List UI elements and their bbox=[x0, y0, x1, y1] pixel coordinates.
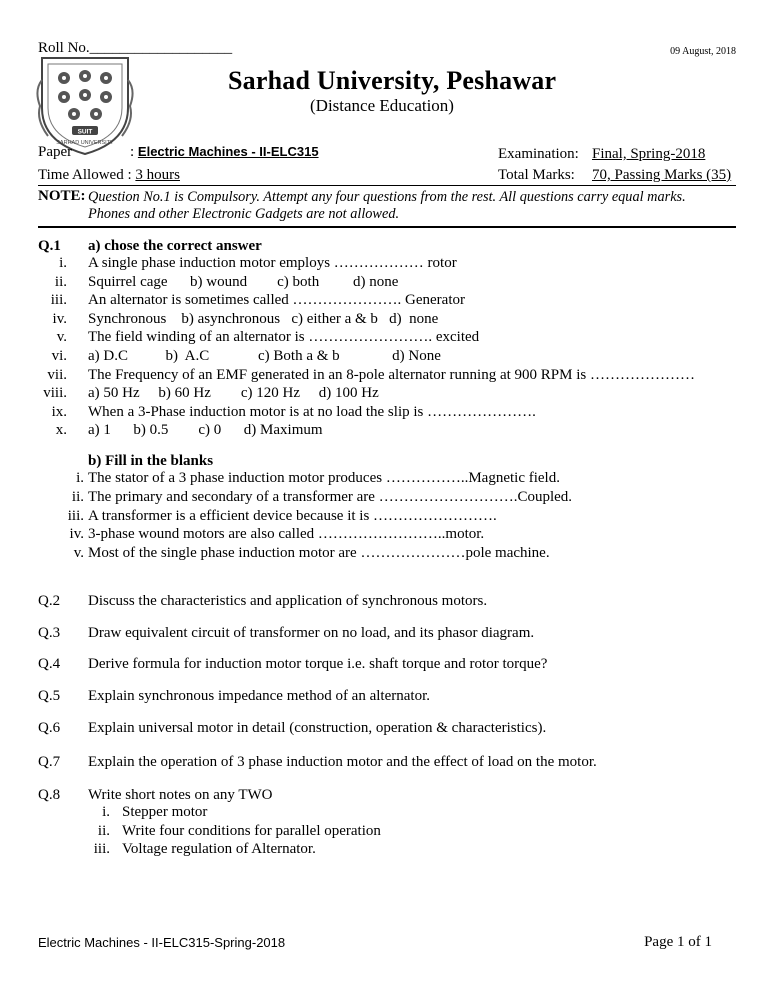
part-a-item-text: a) D.C b) A.C c) Both a & b d) None bbox=[88, 348, 441, 364]
q8-item-text: Voltage regulation of Alternator. bbox=[122, 841, 316, 858]
header-divider bbox=[38, 185, 736, 186]
part-a-item-number: v. bbox=[56, 329, 67, 346]
page-number: Page 1 of 1 bbox=[644, 934, 712, 950]
question-number: Q.6 bbox=[38, 720, 61, 736]
question-text: Explain synchronous impedance method of an alternator. bbox=[88, 688, 430, 704]
question-text: Write short notes on any TWO bbox=[88, 787, 273, 803]
paper-label: Paper bbox=[38, 144, 73, 160]
part-b-item-text: Most of the single phase induction motor are …………………pole machine. bbox=[88, 545, 550, 562]
question-number: Q.3 bbox=[38, 625, 61, 641]
part-a-item-number: viii. bbox=[43, 385, 67, 402]
footer-course: Electric Machines - II-ELC315-Spring-2018 bbox=[38, 935, 286, 950]
part-a-item-number: i. bbox=[59, 255, 67, 271]
paper-title: Electric Machines - II-ELC315 bbox=[137, 144, 319, 159]
time-allowed-label: Time Allowed : bbox=[38, 167, 132, 183]
part-a-item-number: iv. bbox=[52, 310, 67, 327]
examination-value: Final, Spring-2018 bbox=[592, 146, 706, 162]
total-marks-value: 70, Passing Marks (35) bbox=[592, 167, 732, 183]
part-a-item-number: iii. bbox=[50, 292, 67, 309]
exam-date: 09 August, 2018 bbox=[670, 46, 736, 57]
question-number: Q.2 bbox=[38, 593, 61, 609]
svg-text:SARHAD UNIVERSITY: SARHAD UNIVERSITY bbox=[56, 140, 114, 146]
q8-item-text: Write four conditions for parallel operation bbox=[122, 822, 381, 839]
question-number: Q.4 bbox=[38, 656, 61, 672]
total-marks-label: Total Marks: bbox=[498, 167, 575, 183]
question-text: Draw equivalent circuit of transformer on no load, and its phasor diagram. bbox=[88, 625, 535, 641]
part-a-item-number: vi. bbox=[51, 348, 67, 364]
part-b-item-number: iii. bbox=[67, 507, 84, 524]
part-a-item-text: a) 50 Hz b) 60 Hz c) 120 Hz d) 100 Hz bbox=[88, 385, 379, 402]
part-a-item-text: A single phase induction motor employs ……………… rotor bbox=[88, 255, 457, 271]
part-b-item-number: v. bbox=[73, 545, 84, 562]
q8-item-number: ii. bbox=[97, 822, 110, 839]
q8-item-number: iii. bbox=[93, 841, 110, 858]
part-a-item-text: Squirrel cage b) wound c) both d) none bbox=[88, 273, 399, 290]
university-name: Sarhad University, Peshawar bbox=[228, 66, 557, 95]
department-subtitle: (Distance Education) bbox=[310, 96, 454, 115]
question-number: Q.5 bbox=[38, 688, 61, 704]
note-line-1: Question No.1 is Compulsory. Attempt any four questions from the rest. All questions carry equal marks. bbox=[88, 189, 686, 205]
part-a-item-number: vii. bbox=[47, 366, 67, 383]
paper-prefix: : Electric Machines - II-ELC315 bbox=[130, 144, 319, 160]
part-b-item-text: The primary and secondary of a transformer are ……………………….Coupled. bbox=[88, 488, 573, 505]
question-text: Explain universal motor in detail (construction, operation & characteristics). bbox=[88, 720, 547, 736]
part-a-item-text: When a 3-Phase induction motor is at no load the slip is …………………. bbox=[88, 403, 536, 420]
part-b-item-number: iv. bbox=[69, 526, 84, 543]
question-text: Derive formula for induction motor torque i.e. shaft torque and rotor torque? bbox=[88, 656, 548, 672]
part-b-item-text: A transformer is a efficient device because it is ……………………. bbox=[88, 507, 497, 524]
time-allowed bbox=[38, 167, 180, 184]
question-number: Q.8 bbox=[38, 787, 61, 803]
part-a-item-text: The Frequency of an EMF generated in an 8-pole alternator running at 900 RPM is ………………… bbox=[88, 366, 695, 383]
examination-label: Examination: bbox=[498, 146, 579, 162]
time-allowed-value: 3 hours bbox=[135, 167, 180, 183]
q8-item-number: i. bbox=[102, 804, 110, 820]
q1-part-a-title: a) chose the correct answer bbox=[88, 238, 262, 254]
q1-part-b-title: b) Fill in the blanks bbox=[88, 453, 214, 469]
part-a-item-number: ix. bbox=[51, 403, 67, 420]
q8-item-text: Stepper motor bbox=[122, 804, 208, 820]
part-a-item-text: The field winding of an alternator is ……………………. excited bbox=[88, 329, 480, 346]
note-line-2: Phones and other Electronic Gadgets are not allowed. bbox=[88, 206, 400, 222]
question-number: Q.1 bbox=[38, 238, 61, 254]
part-a-item-text: An alternator is sometimes called …………………. Generator bbox=[88, 292, 465, 309]
university-seal-icon bbox=[34, 50, 136, 156]
part-b-item-number: ii. bbox=[71, 488, 84, 505]
part-a-item-number: ii. bbox=[54, 273, 67, 290]
part-a-item-number: x. bbox=[55, 422, 67, 439]
note-divider bbox=[38, 226, 736, 228]
svg-text:SUIT: SUIT bbox=[77, 128, 93, 136]
part-a-item-text: Synchronous b) asynchronous c) either a & b d) none bbox=[88, 310, 439, 327]
part-b-item-text: The stator of a 3 phase induction motor produces ……………..Magnetic field. bbox=[88, 470, 560, 486]
note-label: NOTE: bbox=[38, 188, 86, 204]
question-number: Q.7 bbox=[38, 754, 61, 770]
part-b-item-text: 3-phase wound motors are also called ……………………..motor. bbox=[88, 526, 485, 543]
part-b-item-number: i. bbox=[76, 470, 84, 486]
question-text: Discuss the characteristics and application of synchronous motors. bbox=[88, 593, 488, 609]
question-text: Explain the operation of 3 phase induction motor and the effect of load on the motor. bbox=[88, 754, 597, 770]
part-a-item-text: a) 1 b) 0.5 c) 0 d) Maximum bbox=[88, 422, 323, 439]
roll-number-label: Roll No.___________________ bbox=[38, 40, 233, 56]
